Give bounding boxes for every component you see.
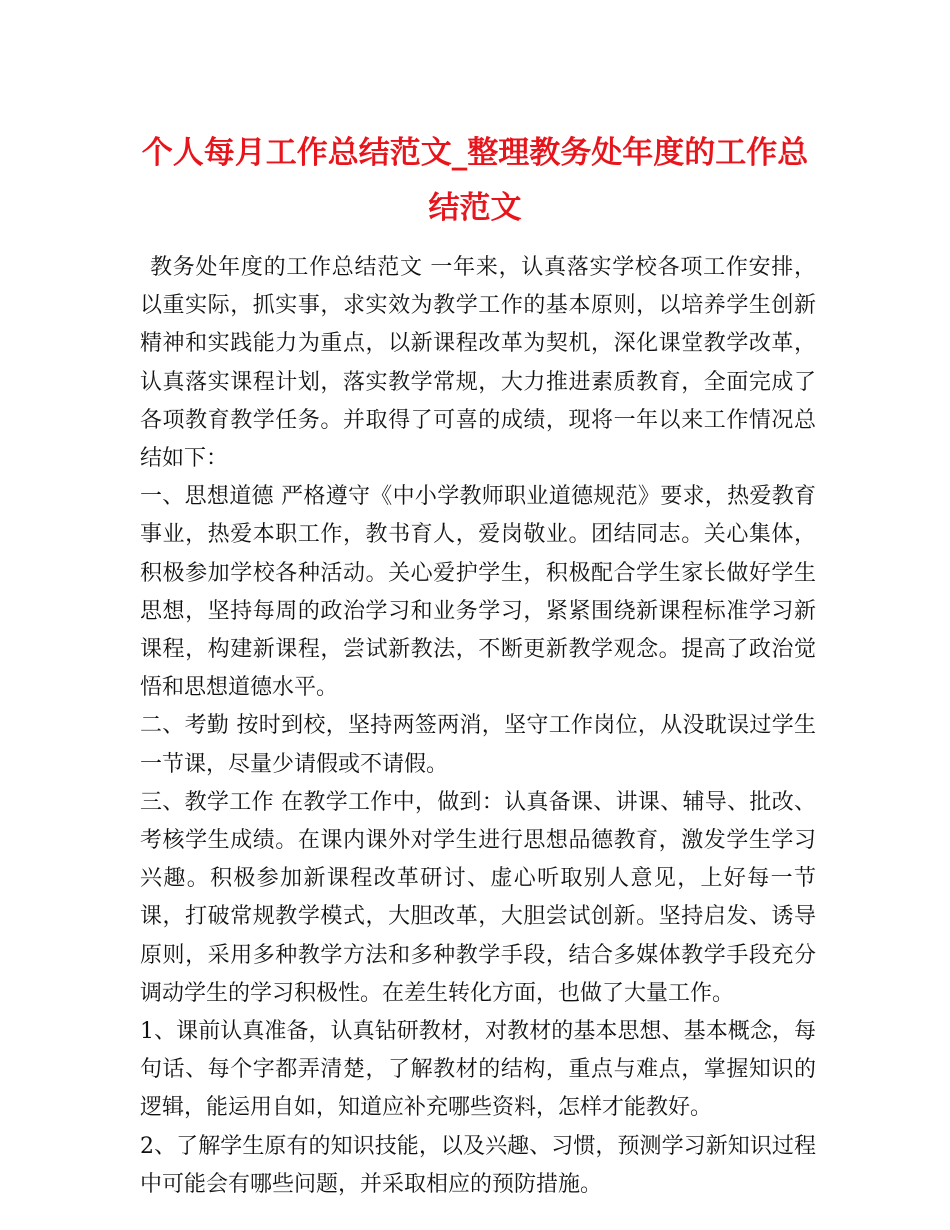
paragraph-section-2: 二、考勤 按时到校，坚持两签两消，坚守工作岗位，从没耽误过学生一节课，尽量少请假或不请假。 xyxy=(140,713,816,777)
paragraph-section-1: 一、思想道德 严格遵守《中小学教师职业道德规范》要求，热爱教育事业，热爱本职工作，教书育人，爱岗敬业。团结同志。关心集体，积极参加学校各种活动。关心爱护学生，积极配合学生家长做好学生思想，坚持每周的政治学习和业务学习，紧紧围绕新课程标准学习新课程，构建新课程，尝试新教法，不断更新教学观念。提高了政治觉悟和思想道德水平。 xyxy=(140,484,816,701)
document-title: 个人每月工作总结范文_整理教务处年度的工作总结范文 xyxy=(141,135,809,226)
paragraph-intro: 教务处年度的工作总结范文 一年来，认真落实学校各项工作安排，以重实际，抓实事，求实效为教学工作的基本原则，以培养学生创新精神和实践能力为重点，以新课程改革为契机，深化课堂教学改革，认真落实课程计划，落实教学常规，大力推进素质教育，全面完成了各项教育教学任务。并取得了可喜的成绩，现将一年以来工作情况总结如下： xyxy=(140,255,816,472)
paragraph-section-3: 三、教学工作 在教学工作中，做到：认真备课、讲课、辅导、批改、考核学生成绩。在课内课外对学生进行思想品德教育，激发学生学习兴趣。积极参加新课程改革研讨、虚心听取别人意见，上好每一节课，打破常规教学模式，大胆改革，大胆尝试创新。坚持启发、诱导原则，采用多种教学方法和多种教学手段，结合多媒体教学手段充分调动学生的学习积极性。在差生转化方面，也做了大量工作。 xyxy=(140,789,816,1006)
paragraph-item-1: 1、课前认真准备，认真钻研教材，对教材的基本思想、基本概念，每句话、每个字都弄清楚，了解教材的结构，重点与难点，掌握知识的逻辑，能运用自如，知道应补充哪些资料，怎样才能教好。 xyxy=(140,1019,816,1121)
paragraph-item-2: 2、了解学生原有的知识技能，以及兴趣、习惯，预测学习新知识过程中可能会有哪些问题，并采取相应的预防措施。 xyxy=(140,1133,816,1197)
document-body xyxy=(140,249,816,1204)
